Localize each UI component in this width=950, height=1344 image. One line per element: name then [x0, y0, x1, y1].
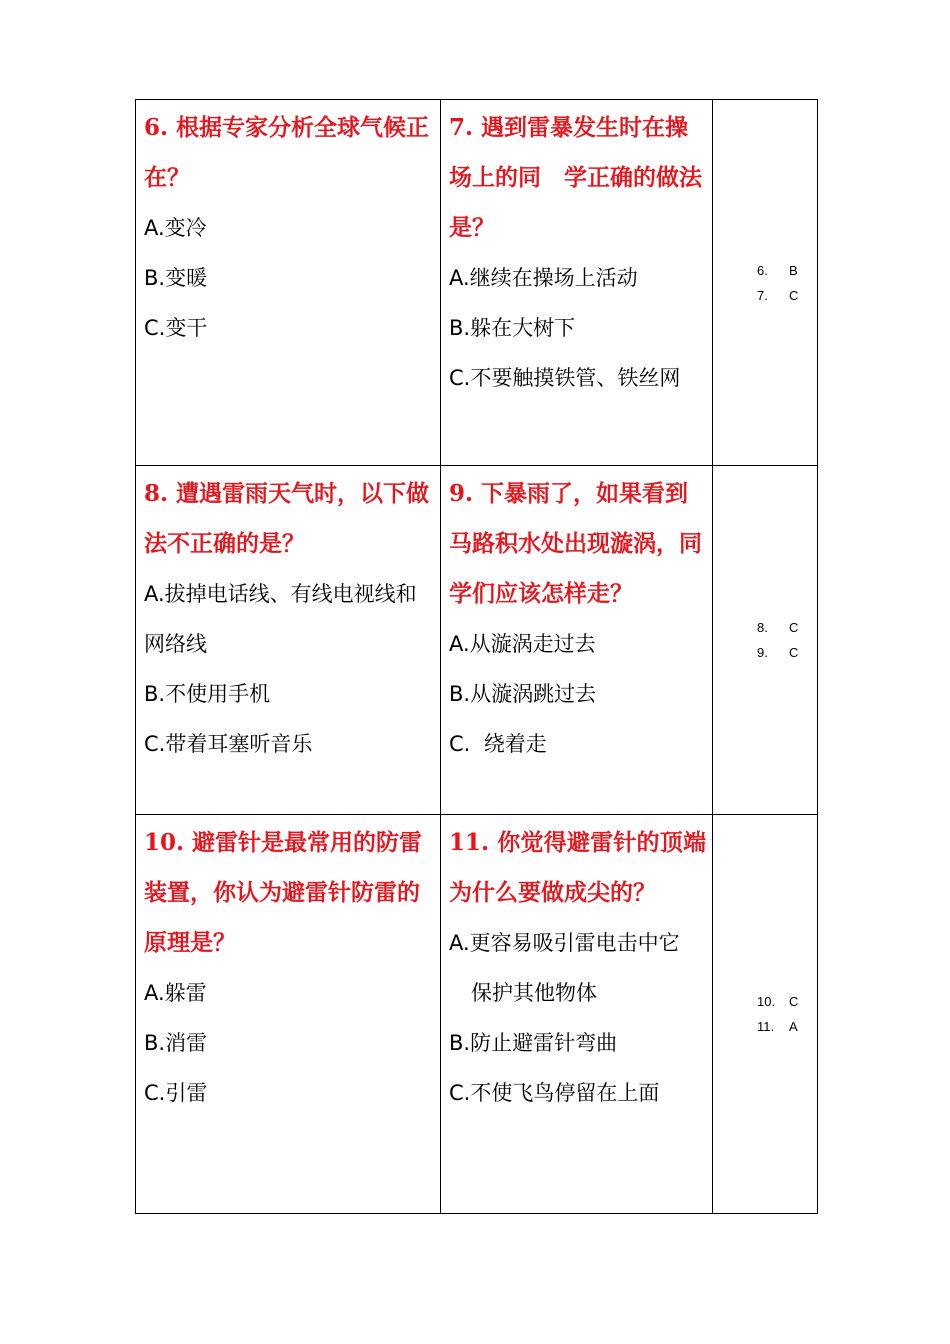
question-text: 10. 避雷针是最常用的防雷装置，你认为避雷针防雷的原理是？ — [144, 829, 423, 956]
question-cell — [441, 815, 713, 1214]
option-a-continuation-text: 保护其他物体 — [471, 981, 597, 1005]
answer-key-cell — [713, 466, 818, 815]
answer-item — [713, 640, 817, 665]
option-b: B.从漩涡跳过去 — [449, 682, 597, 706]
answer-item — [713, 615, 817, 640]
answer-letter: C — [789, 645, 799, 660]
answer-number: 11. — [757, 1019, 775, 1034]
option-b: B.躲在大树下 — [449, 316, 576, 340]
answer-item — [713, 1014, 817, 1039]
option-a: A.继续在操场上活动 — [449, 266, 638, 290]
question-cell — [136, 466, 441, 815]
option-c: C.带着耳塞听音乐 — [144, 732, 313, 756]
option-a: A.变冷 — [144, 216, 207, 240]
option-b: B.变暖 — [144, 266, 208, 290]
option-b: B.防止避雷针弯曲 — [449, 1031, 618, 1055]
option-a: A.更容易吸引雷电击中它 — [449, 931, 680, 955]
question-cell — [136, 815, 441, 1214]
question-text: 11. 你觉得避雷针的顶端为什么要做成尖的？ — [449, 829, 706, 906]
answer-letter: B — [789, 262, 798, 278]
question-text: 9. 下暴雨了，如果看到马路积水处出现漩涡，同学们应该怎样走？ — [449, 480, 702, 607]
answer-letter: A — [789, 1019, 798, 1034]
question-cell — [136, 100, 441, 466]
answer-letter: C — [789, 287, 799, 303]
answer-key-cell — [713, 100, 818, 466]
option-c: C.变干 — [144, 316, 208, 340]
option-c: C.不使飞鸟停留在上面 — [449, 1081, 660, 1105]
answer-item — [713, 989, 817, 1014]
answer-number: 10. — [757, 994, 776, 1009]
table-row — [136, 466, 818, 815]
answer-number: 8. — [757, 620, 768, 635]
option-a: A.拔掉电话线、有线电视线和网络线 — [144, 582, 417, 656]
answer-number: 9. — [757, 645, 768, 660]
answer-number: 7. — [757, 287, 768, 303]
option-c: C.引雷 — [144, 1081, 208, 1105]
question-text: 7. 遇到雷暴发生时在操场上的同 学正确的做法是？ — [449, 114, 702, 241]
option-c: C. 绕着走 — [449, 732, 547, 756]
option-c: C.不要触摸铁管、铁丝网 — [449, 366, 681, 390]
table-row — [136, 100, 818, 466]
answer-item — [713, 283, 817, 308]
answer-key-cell — [713, 815, 818, 1214]
option-b: B.不使用手机 — [144, 682, 271, 706]
answer-item — [713, 258, 817, 283]
quiz-table — [135, 99, 818, 1214]
option-b: B.消雷 — [144, 1031, 208, 1055]
option-a: A.从漩涡走过去 — [449, 632, 596, 656]
option-a-continuation — [449, 968, 706, 1018]
answer-letter: C — [789, 620, 799, 635]
question-text: 8. 遭遇雷雨天气时，以下做法不正确的是？ — [144, 480, 430, 557]
table-row — [136, 815, 818, 1214]
option-a: A.躲雷 — [144, 981, 207, 1005]
answer-letter: C — [789, 994, 799, 1009]
question-cell — [441, 100, 713, 466]
answer-number: 6. — [757, 262, 768, 278]
question-text: 6. 根据专家分析全球气候正在？ — [144, 114, 430, 191]
question-cell — [441, 466, 713, 815]
